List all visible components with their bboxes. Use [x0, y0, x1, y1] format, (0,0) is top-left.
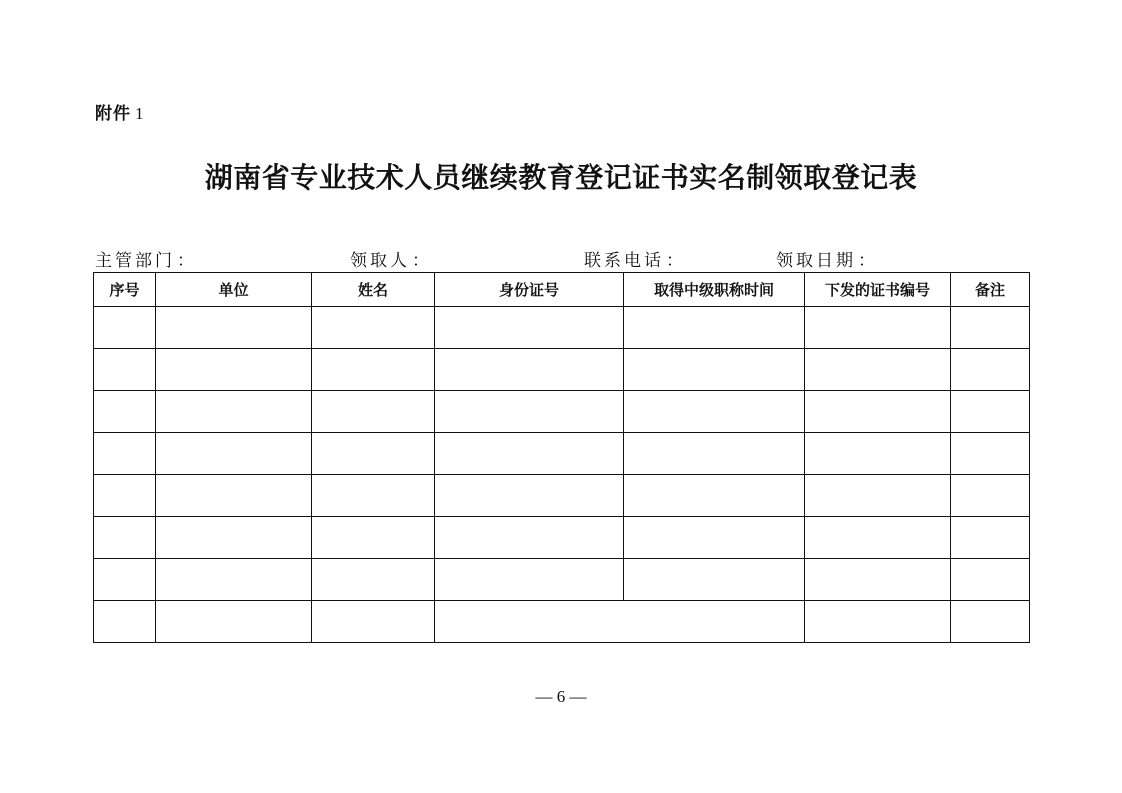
page-number: — 6 — [535, 687, 587, 706]
header-cert-number: 下发的证书编号 [805, 273, 951, 307]
colon: ： [412, 251, 432, 271]
table-cell [312, 601, 435, 643]
table-cell [312, 559, 435, 601]
header-remark: 备注 [951, 273, 1030, 307]
table-cell [805, 349, 951, 391]
table-cell [94, 601, 156, 643]
table-cell [94, 475, 156, 517]
table-cell [156, 391, 312, 433]
colon: ： [177, 251, 197, 271]
table-cell [624, 517, 805, 559]
table-cell [156, 433, 312, 475]
table-cell [435, 475, 624, 517]
table-cell [94, 559, 156, 601]
header-seq: 序号 [94, 273, 156, 307]
table-cell [94, 391, 156, 433]
table-cell [951, 601, 1030, 643]
table-cell [951, 349, 1030, 391]
table-cell [951, 517, 1030, 559]
table-cell [435, 307, 624, 349]
date-field [776, 246, 878, 271]
table-cell [156, 517, 312, 559]
table-row [94, 601, 1030, 643]
header-unit: 单位 [156, 273, 312, 307]
registration-table [93, 272, 1030, 643]
table-cell [951, 475, 1030, 517]
table-row [94, 349, 1030, 391]
header-row [94, 273, 1030, 307]
table-cell [624, 433, 805, 475]
table-cell [156, 307, 312, 349]
table-cell [435, 559, 624, 601]
table-cell-merged [435, 601, 805, 643]
table-cell [312, 391, 435, 433]
colon: ： [858, 251, 878, 271]
phone-field [584, 246, 686, 271]
table-cell [624, 559, 805, 601]
table-cell [156, 349, 312, 391]
table-cell [312, 307, 435, 349]
table-cell [805, 517, 951, 559]
table-cell [805, 475, 951, 517]
table-cell [435, 517, 624, 559]
table-cell [624, 307, 805, 349]
receiver-field [350, 246, 432, 271]
table-cell [805, 391, 951, 433]
table-cell [435, 433, 624, 475]
attachment-label [95, 99, 145, 124]
table-cell [156, 475, 312, 517]
table-cell [435, 391, 624, 433]
table-cell [624, 475, 805, 517]
table-cell [94, 349, 156, 391]
date-label: 领取日期 [776, 251, 856, 271]
table-cell [94, 307, 156, 349]
table-cell [951, 307, 1030, 349]
table-cell [624, 349, 805, 391]
table-row [94, 433, 1030, 475]
table-row [94, 391, 1030, 433]
table-cell [156, 601, 312, 643]
table-cell [805, 559, 951, 601]
table-row [94, 517, 1030, 559]
table-cell [94, 433, 156, 475]
table-cell [805, 433, 951, 475]
attachment-number: 1 [135, 104, 145, 123]
document-title: 湖南省专业技术人员继续教育登记证书实名制领取登记表 [204, 161, 918, 194]
header-id-number: 身份证号 [435, 273, 624, 307]
phone-label: 联系电话 [584, 251, 664, 271]
table-cell [951, 391, 1030, 433]
table-cell [312, 349, 435, 391]
table-cell [805, 307, 951, 349]
table-cell [94, 517, 156, 559]
table-cell [312, 433, 435, 475]
colon: ： [666, 251, 686, 271]
table-row [94, 475, 1030, 517]
table-row [94, 559, 1030, 601]
supervisor-dept-field [95, 246, 197, 271]
header-name: 姓名 [312, 273, 435, 307]
table-cell [312, 517, 435, 559]
table-cell [805, 601, 951, 643]
table-cell [435, 349, 624, 391]
table-row [94, 307, 1030, 349]
receiver-label: 领取人 [350, 251, 410, 271]
table-cell [312, 475, 435, 517]
table-cell [951, 559, 1030, 601]
table-cell [156, 559, 312, 601]
table-cell [624, 391, 805, 433]
header-title-time: 取得中级职称时间 [624, 273, 805, 307]
supervisor-dept-label: 主管部门 [95, 251, 175, 271]
attachment-text: 附件 [95, 104, 131, 124]
table-cell [951, 433, 1030, 475]
